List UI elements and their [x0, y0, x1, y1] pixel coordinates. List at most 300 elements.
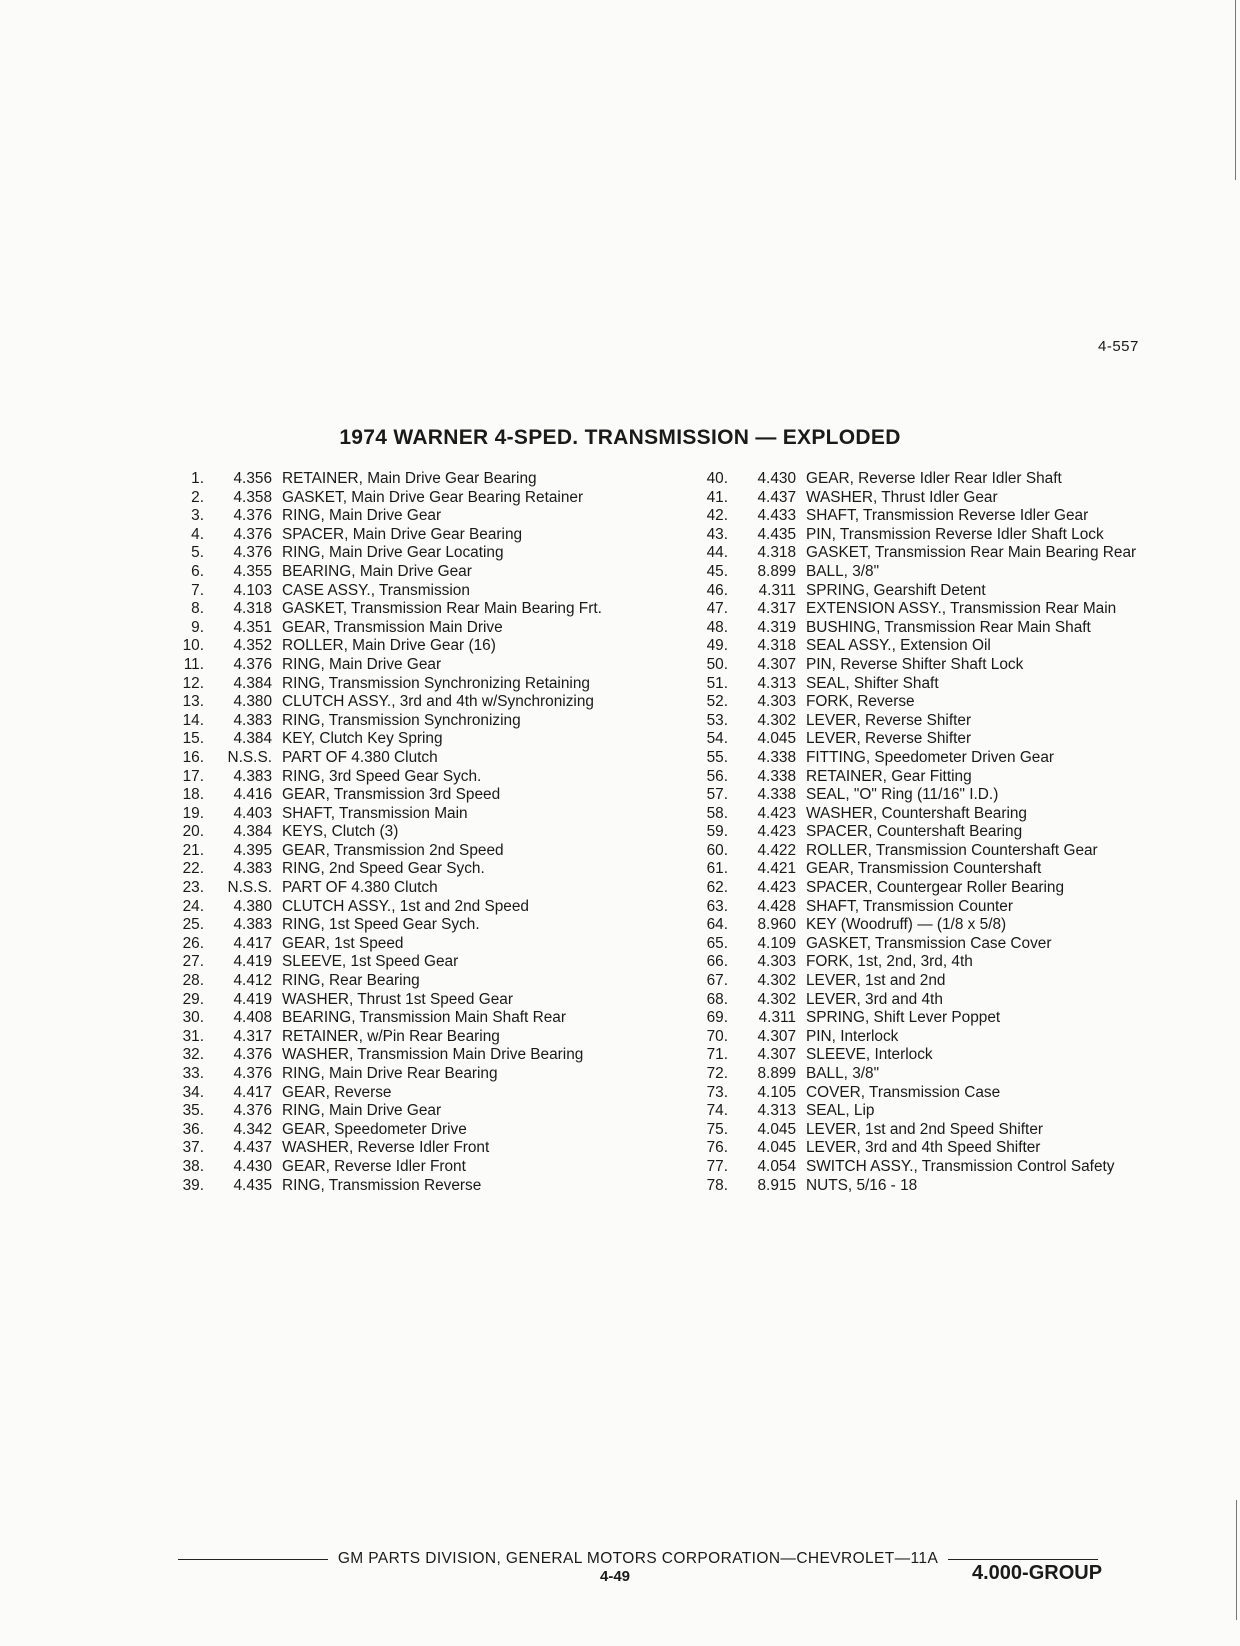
parts-list-row	[694, 600, 1136, 619]
part-description: LEVER, Reverse Shifter	[806, 730, 972, 748]
parts-list-left	[170, 470, 602, 1195]
parts-list-row	[170, 470, 602, 489]
parts-list-row	[170, 823, 602, 842]
part-description: GEAR, Speedometer Drive	[282, 1120, 467, 1138]
scan-edge-mark	[1235, 0, 1236, 180]
parts-list-row	[694, 1177, 1136, 1196]
part-number: 4.383	[233, 767, 272, 785]
parts-list-row	[694, 675, 1136, 694]
footer-group-label: 4.000-GROUP	[972, 1562, 1103, 1584]
item-number: 45.	[706, 562, 728, 580]
part-number: 4.412	[233, 972, 272, 990]
part-number: 4.437	[233, 1139, 272, 1157]
item-number: 8.	[191, 600, 204, 618]
part-number: 4.376	[233, 544, 272, 562]
parts-list-row	[694, 749, 1136, 768]
part-number: 8.899	[757, 1065, 796, 1082]
item-number: 6.	[191, 562, 204, 580]
part-number: 4.302	[757, 972, 796, 990]
part-number: 4.313	[757, 1102, 796, 1120]
part-description: ROLLER, Transmission Countershaft Gear	[806, 841, 1098, 859]
item-number: 11.	[183, 655, 204, 673]
part-number: 4.307	[757, 1027, 796, 1045]
part-description: GEAR, Reverse Idler Rear Idler Shaft	[806, 470, 1062, 487]
parts-list-row	[170, 637, 602, 656]
item-number: 18.	[182, 786, 204, 804]
parts-list-row	[170, 935, 602, 954]
part-description: EXTENSION ASSY., Transmission Rear Main	[806, 600, 1117, 618]
parts-list-row	[694, 544, 1136, 563]
part-number: 4.302	[757, 711, 796, 729]
part-description: PIN, Reverse Shifter Shaft Lock	[806, 655, 1024, 673]
parts-list-row	[170, 675, 602, 694]
parts-list-row	[694, 1084, 1136, 1103]
item-number: 39.	[182, 1176, 204, 1194]
part-number: 4.109	[757, 934, 796, 952]
item-number: 65.	[706, 934, 728, 952]
part-description: RING, Main Drive Gear	[282, 507, 442, 525]
part-description: RING, Main Drive Rear Bearing	[282, 1065, 498, 1082]
part-number: 4.303	[757, 953, 796, 971]
item-number: 52.	[706, 693, 728, 711]
part-description: SEAL, Lip	[806, 1102, 875, 1120]
part-description: CASE ASSY., Transmission	[282, 581, 470, 599]
part-number: 4.318	[233, 600, 272, 618]
part-number: 4.408	[233, 1009, 272, 1027]
parts-list-row	[170, 953, 602, 972]
item-number: 73.	[706, 1083, 728, 1101]
parts-list-row	[170, 991, 602, 1010]
part-number: 4.338	[757, 748, 796, 766]
parts-list-row	[694, 991, 1136, 1010]
part-description: CLUTCH ASSY., 3rd and 4th w/Synchronizing	[282, 693, 594, 711]
part-description: SEAL ASSY., Extension Oil	[806, 637, 991, 655]
parts-list-row	[694, 805, 1136, 824]
part-number: 4.313	[757, 674, 796, 692]
part-description: RING, Main Drive Gear	[282, 655, 442, 673]
item-number: 72.	[706, 1065, 728, 1082]
parts-list-row	[170, 1177, 602, 1196]
part-number: 4.338	[757, 767, 796, 785]
part-description: KEYS, Clutch (3)	[282, 823, 399, 841]
part-number: 4.054	[757, 1157, 796, 1175]
item-number: 54.	[706, 730, 728, 748]
parts-list-row	[170, 1084, 602, 1103]
parts-list-row	[694, 768, 1136, 787]
part-description: GEAR, Transmission 2nd Speed	[282, 841, 504, 859]
parts-list-row	[170, 1102, 602, 1121]
footer-page-number: 4-49	[600, 1568, 631, 1585]
item-number: 22.	[182, 860, 204, 878]
part-number: 4.318	[757, 544, 796, 562]
item-number: 3.	[191, 507, 204, 525]
parts-list-row	[170, 544, 602, 563]
item-number: 55.	[706, 748, 728, 766]
parts-list-row	[694, 563, 1136, 582]
part-number: 4.421	[757, 860, 796, 878]
part-number: 4.045	[757, 1120, 796, 1138]
item-number: 44.	[706, 544, 728, 562]
parts-list-row	[170, 1028, 602, 1047]
part-description: SPRING, Shift Lever Poppet	[806, 1009, 1001, 1027]
item-number: 15.	[182, 730, 204, 748]
part-description: FITTING, Speedometer Driven Gear	[806, 748, 1055, 766]
item-number: 10.	[182, 637, 204, 655]
part-description: GEAR, 1st Speed	[282, 934, 404, 952]
parts-list-row	[694, 860, 1136, 879]
part-number: N.S.S.	[227, 748, 272, 766]
part-description: RING, 2nd Speed Gear Sych.	[282, 860, 485, 878]
part-number: 4.380	[233, 693, 272, 711]
item-number: 75.	[706, 1120, 728, 1138]
item-number: 35.	[182, 1102, 204, 1120]
parts-list-row	[694, 470, 1136, 489]
item-number: 41.	[706, 488, 728, 506]
part-description: RING, Main Drive Gear Locating	[282, 544, 504, 562]
item-number: 26.	[182, 934, 204, 952]
part-description: KEY, Clutch Key Spring	[282, 730, 443, 748]
part-description: BEARING, Main Drive Gear	[282, 562, 472, 580]
part-number: 4.417	[233, 1083, 272, 1101]
part-number: 4.376	[233, 507, 272, 525]
part-number: N.S.S.	[227, 879, 272, 897]
parts-list-row	[694, 637, 1136, 656]
part-description: WASHER, Reverse Idler Front	[282, 1139, 490, 1157]
part-description: WASHER, Thrust Idler Gear	[806, 488, 998, 506]
item-number: 67.	[706, 972, 728, 990]
item-number: 58.	[706, 804, 728, 822]
part-number: 4.356	[233, 470, 272, 487]
page-title: 1974 WARNER 4-SPED. TRANSMISSION — EXPLODED	[339, 426, 901, 449]
part-description: BUSHING, Transmission Rear Main Shaft	[806, 618, 1091, 636]
item-number: 49.	[706, 637, 728, 655]
part-number: 4.435	[233, 1176, 272, 1194]
parts-list-row	[694, 786, 1136, 805]
item-number: 46.	[706, 581, 728, 599]
part-description: WASHER, Countershaft Bearing	[806, 804, 1027, 822]
item-number: 28.	[182, 972, 204, 990]
part-description: SWITCH ASSY., Transmission Control Safety	[806, 1157, 1115, 1175]
part-number: 8.915	[757, 1176, 796, 1194]
part-number: 4.338	[757, 786, 796, 804]
item-number: 21.	[182, 841, 204, 859]
item-number: 68.	[706, 990, 728, 1008]
parts-list-row	[170, 898, 602, 917]
part-number: 4.383	[233, 860, 272, 878]
part-description: SHAFT, Transmission Main	[282, 804, 468, 822]
parts-list-row	[694, 489, 1136, 508]
footer-division-text: GM PARTS DIVISION, GENERAL MOTORS CORPORATION—CHEVROLET—11A	[337, 1550, 939, 1567]
parts-list-row	[694, 898, 1136, 917]
item-number: 4.	[191, 525, 204, 543]
part-number: 4.317	[757, 600, 796, 618]
item-number: 29.	[182, 990, 204, 1008]
part-number: 4.307	[757, 655, 796, 673]
parts-list-row	[694, 1046, 1136, 1065]
parts-list-row	[694, 823, 1136, 842]
parts-list-row	[694, 507, 1136, 526]
item-number: 25.	[182, 916, 204, 934]
part-description: GEAR, Reverse Idler Front	[282, 1157, 466, 1175]
item-number: 37.	[182, 1139, 204, 1157]
item-number: 12.	[182, 674, 204, 692]
parts-list-row	[170, 879, 602, 898]
parts-list-row	[170, 805, 602, 824]
part-description: SPACER, Countergear Roller Bearing	[806, 879, 1065, 897]
parts-list-row	[170, 600, 602, 619]
part-number: 4.319	[757, 618, 796, 636]
item-number: 27.	[182, 953, 204, 971]
part-number: 4.045	[757, 1139, 796, 1157]
item-number: 63.	[706, 897, 728, 915]
item-number: 78.	[706, 1176, 728, 1194]
item-number: 7.	[191, 581, 204, 599]
item-number: 30.	[182, 1009, 204, 1027]
parts-list-row	[170, 582, 602, 601]
part-number: 4.384	[233, 823, 272, 841]
parts-list-row	[694, 1065, 1136, 1084]
page-number: 4-557	[1098, 338, 1139, 355]
part-number: 4.342	[233, 1120, 272, 1138]
parts-list-row	[170, 786, 602, 805]
part-description: BEARING, Transmission Main Shaft Rear	[282, 1009, 566, 1027]
parts-list-row	[694, 1158, 1136, 1177]
part-number: 4.311	[758, 1009, 796, 1027]
item-number: 60.	[706, 841, 728, 859]
item-number: 1.	[191, 470, 204, 487]
part-description: GASKET, Transmission Rear Main Bearing Frt.	[282, 600, 602, 618]
parts-list-row	[170, 1139, 602, 1158]
part-description: GEAR, Transmission Countershaft	[806, 860, 1042, 878]
parts-list-row	[694, 916, 1136, 935]
parts-list-row	[170, 842, 602, 861]
part-description: RETAINER, Main Drive Gear Bearing	[282, 470, 537, 487]
item-number: 62.	[706, 879, 728, 897]
part-number: 4.376	[233, 525, 272, 543]
part-number: 4.105	[757, 1083, 796, 1101]
item-number: 16.	[182, 748, 204, 766]
footer-rule-right	[948, 1559, 1098, 1560]
part-number: 4.318	[757, 637, 796, 655]
part-description: RING, Rear Bearing	[282, 972, 420, 990]
parts-list-row	[694, 935, 1136, 954]
item-number: 69.	[706, 1009, 728, 1027]
part-number: 4.423	[757, 879, 796, 897]
part-number: 4.430	[233, 1157, 272, 1175]
part-description: RING, Transmission Synchronizing	[282, 711, 521, 729]
item-number: 17.	[182, 767, 204, 785]
scan-edge-mark	[1236, 1500, 1237, 1620]
part-number: 4.437	[757, 488, 796, 506]
item-number: 34.	[182, 1083, 204, 1101]
part-description: CLUTCH ASSY., 1st and 2nd Speed	[282, 897, 529, 915]
part-number: 4.416	[233, 786, 272, 804]
parts-list-row	[170, 730, 602, 749]
item-number: 64.	[706, 916, 728, 934]
part-description: SPACER, Main Drive Gear Bearing	[282, 525, 523, 543]
parts-list-row	[694, 526, 1136, 545]
item-number: 19.	[182, 804, 204, 822]
part-description: FORK, Reverse	[806, 693, 915, 711]
part-number: 4.351	[233, 618, 272, 636]
parts-list-row	[170, 489, 602, 508]
part-number: 4.423	[757, 804, 796, 822]
item-number: 47.	[706, 600, 728, 618]
part-description: RETAINER, Gear Fitting	[806, 767, 972, 785]
parts-list-row	[694, 1121, 1136, 1140]
parts-list-row	[170, 619, 602, 638]
item-number: 51.	[706, 674, 728, 692]
item-number: 76.	[706, 1139, 728, 1157]
part-description: WASHER, Transmission Main Drive Bearing	[282, 1046, 584, 1064]
part-number: 4.403	[233, 804, 272, 822]
item-number: 31.	[182, 1027, 204, 1045]
part-number: 4.311	[758, 581, 796, 599]
item-number: 2.	[191, 488, 204, 506]
part-number: 4.435	[757, 525, 796, 543]
item-number: 48.	[706, 618, 728, 636]
part-number: 4.307	[757, 1046, 796, 1064]
item-number: 66.	[706, 953, 728, 971]
item-number: 57.	[706, 786, 728, 804]
part-description: NUTS, 5/16 - 18	[806, 1176, 918, 1194]
part-description: GEAR, Transmission 3rd Speed	[282, 786, 501, 804]
parts-list-row	[170, 1158, 602, 1177]
parts-list-row	[170, 1121, 602, 1140]
part-description: LEVER, 1st and 2nd Speed Shifter	[806, 1120, 1043, 1138]
part-description: ROLLER, Main Drive Gear (16)	[282, 637, 496, 655]
parts-list-row	[694, 972, 1136, 991]
item-number: 13.	[182, 693, 204, 711]
part-description: GASKET, Transmission Rear Main Bearing Rear	[806, 544, 1137, 562]
parts-list-row	[694, 1009, 1136, 1028]
item-number: 77.	[706, 1157, 728, 1175]
part-number: 4.303	[757, 693, 796, 711]
parts-list-row	[694, 842, 1136, 861]
item-number: 9.	[191, 618, 204, 636]
parts-list-row	[170, 972, 602, 991]
part-description: PART OF 4.380 Clutch	[282, 748, 438, 766]
item-number: 14.	[182, 711, 204, 729]
item-number: 43.	[706, 525, 728, 543]
part-description: KEY (Woodruff) — (1/8 x 5/8)	[806, 916, 1007, 934]
parts-list-row	[694, 712, 1136, 731]
parts-list-right	[694, 470, 1136, 1195]
part-number: 4.376	[233, 1046, 272, 1064]
parts-list-row	[694, 730, 1136, 749]
part-number: 4.419	[233, 990, 272, 1008]
parts-list-row	[170, 526, 602, 545]
item-number: 36.	[182, 1120, 204, 1138]
parts-list-row	[170, 768, 602, 787]
parts-list-row	[170, 507, 602, 526]
part-number: 4.358	[233, 488, 272, 506]
part-number: 8.960	[757, 916, 796, 934]
parts-list-row	[694, 656, 1136, 675]
part-description: FORK, 1st, 2nd, 3rd, 4th	[806, 953, 973, 971]
item-number: 56.	[706, 767, 728, 785]
item-number: 23.	[182, 879, 204, 897]
footer-rule-left	[178, 1559, 328, 1560]
part-description: PIN, Transmission Reverse Idler Shaft Lock	[806, 525, 1104, 543]
parts-list-row	[170, 749, 602, 768]
parts-list-row	[694, 1028, 1136, 1047]
item-number: 40.	[706, 470, 728, 487]
part-description: PART OF 4.380 Clutch	[282, 879, 438, 897]
item-number: 24.	[182, 897, 204, 915]
item-number: 42.	[706, 507, 728, 525]
parts-list-row	[694, 582, 1136, 601]
part-number: 4.352	[233, 637, 272, 655]
parts-list-row	[694, 879, 1136, 898]
parts-list-row	[170, 656, 602, 675]
parts-list-row	[170, 1065, 602, 1084]
parts-list-row	[170, 1046, 602, 1065]
part-description: RING, 1st Speed Gear Sych.	[282, 916, 480, 934]
part-number: 4.103	[233, 581, 272, 599]
part-description: COVER, Transmission Case	[806, 1083, 1001, 1101]
item-number: 38.	[182, 1157, 204, 1175]
part-description: SPACER, Countershaft Bearing	[806, 823, 1023, 841]
parts-list-row	[170, 860, 602, 879]
part-description: SEAL, Shifter Shaft	[806, 674, 939, 692]
part-description: RETAINER, w/Pin Rear Bearing	[282, 1027, 500, 1045]
part-description: RING, Main Drive Gear	[282, 1102, 442, 1120]
item-number: 20.	[182, 823, 204, 841]
part-description: RING, 3rd Speed Gear Sych.	[282, 767, 482, 785]
part-description: GEAR, Reverse	[282, 1083, 392, 1101]
part-number: 4.428	[757, 897, 796, 915]
parts-list-row	[170, 693, 602, 712]
part-description: SHAFT, Transmission Reverse Idler Gear	[806, 507, 1089, 525]
part-description: LEVER, Reverse Shifter	[806, 711, 972, 729]
parts-list-row	[170, 916, 602, 935]
part-number: 4.433	[757, 507, 796, 525]
parts-list-row	[170, 712, 602, 731]
part-number: 4.384	[233, 674, 272, 692]
part-description: BALL, 3/8"	[806, 562, 880, 580]
parts-list-row	[694, 1139, 1136, 1158]
part-number: 4.384	[233, 730, 272, 748]
parts-list-row	[694, 1102, 1136, 1121]
part-description: SEAL, "O" Ring (11/16" I.D.)	[806, 786, 999, 804]
part-description: SHAFT, Transmission Counter	[806, 897, 1013, 915]
part-number: 4.380	[233, 897, 272, 915]
item-number: 33.	[182, 1065, 204, 1082]
parts-list-row	[694, 619, 1136, 638]
part-description: RING, Transmission Reverse	[282, 1176, 482, 1194]
item-number: 70.	[706, 1027, 728, 1045]
part-number: 4.430	[757, 470, 796, 487]
part-number: 8.899	[757, 562, 796, 580]
parts-list-row	[694, 953, 1136, 972]
part-description: WASHER, Thrust 1st Speed Gear	[282, 990, 513, 1008]
part-number: 4.376	[233, 1102, 272, 1120]
part-description: LEVER, 3rd and 4th Speed Shifter	[806, 1139, 1041, 1157]
parts-list-row	[170, 563, 602, 582]
footer-division-line	[178, 1550, 1098, 1568]
part-description: BALL, 3/8"	[806, 1065, 880, 1082]
item-number: 74.	[706, 1102, 728, 1120]
item-number: 32.	[182, 1046, 204, 1064]
part-description: PIN, Interlock	[806, 1027, 899, 1045]
item-number: 71.	[706, 1046, 728, 1064]
part-description: SPRING, Gearshift Detent	[806, 581, 986, 599]
part-number: 4.317	[233, 1027, 272, 1045]
item-number: 59.	[706, 823, 728, 841]
item-number: 61.	[706, 860, 728, 878]
part-number: 4.376	[233, 655, 272, 673]
